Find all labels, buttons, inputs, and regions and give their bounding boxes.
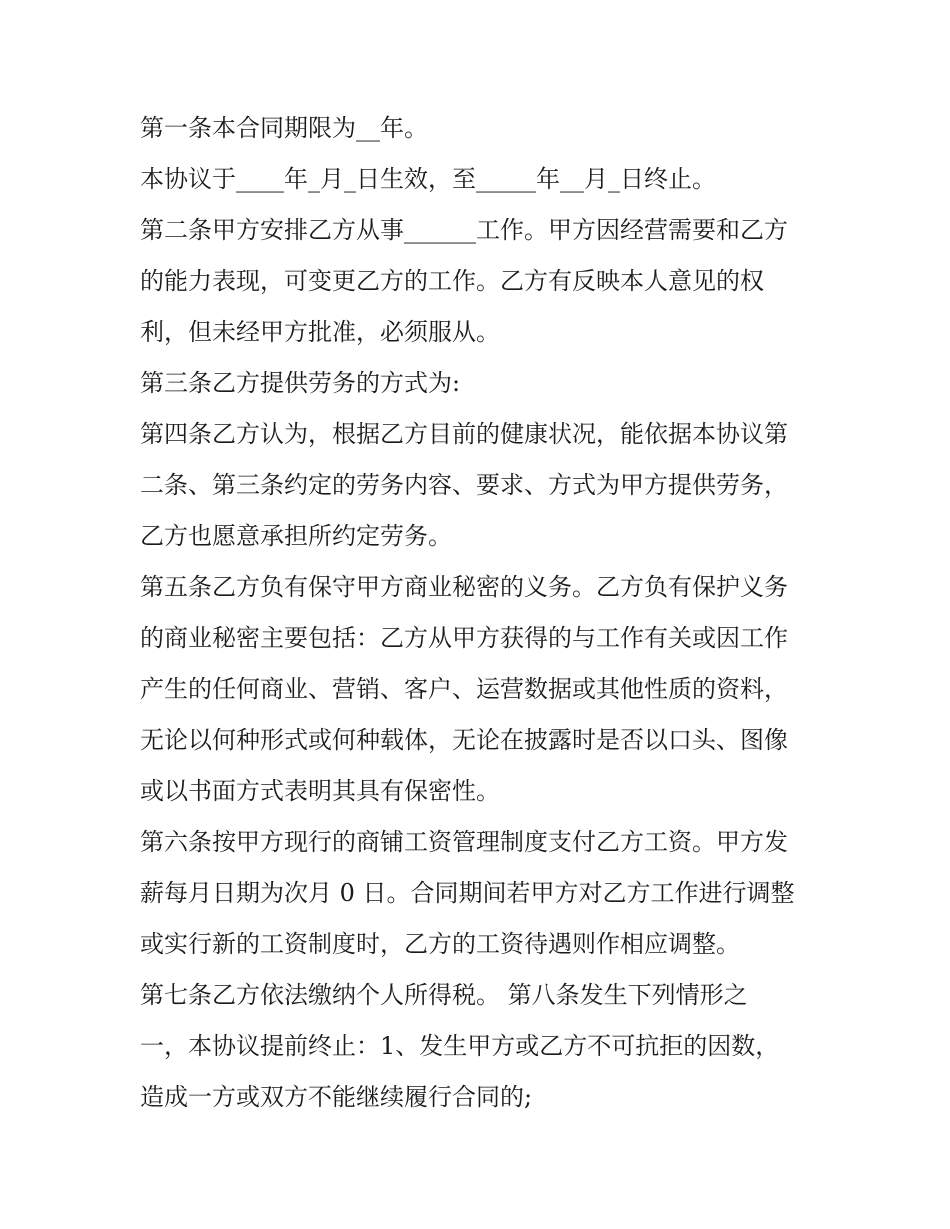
text-line-18: 第七条乙方依法缴纳个人所得税。 第八条发生下列情形之 [140, 981, 748, 1009]
text-line-4: 的能力表现，可变更乙方的工作。乙方有反映本人意见的权 [140, 267, 764, 295]
text-line-7: 第四条乙方认为，根据乙方目前的健康状况，能依据本协议第 [140, 420, 788, 448]
text-line-16: 薪每月日期为次月 0 日。合同期间若甲方对乙方工作进行调整 [140, 879, 795, 907]
text-line-14: 或以书面方式表明其具有保密性。 [140, 777, 500, 805]
text-line-13: 无论以何种形式或何种载体，无论在披露时是否以口头、图像 [140, 726, 788, 754]
text-line-6: 第三条乙方提供劳务的方式为: [140, 369, 461, 397]
text-line-15: 第六条按甲方现行的商铺工资管理制度支付乙方工资。甲方发 [140, 828, 788, 856]
text-line-8: 二条、第三条约定的劳务内容、要求、方式为甲方提供劳务， [140, 471, 788, 499]
text-line-2: 本协议于____年_月_日生效，至_____年__月_日终止。 [140, 165, 716, 193]
text-line-5: 利，但未经甲方批准，必须服从。 [140, 318, 500, 346]
text-line-17: 或实行新的工资制度时，乙方的工资待遇则作相应调整。 [140, 930, 740, 958]
text-line-20: 造成一方或双方不能继续履行合同的; [140, 1083, 533, 1111]
text-line-1: 第一条本合同期限为__年。 [140, 114, 428, 142]
document-body [140, 103, 820, 1123]
text-line-11: 的商业秘密主要包括：乙方从甲方获得的与工作有关或因工作 [140, 624, 788, 652]
text-line-19: 一，本协议提前终止：1、发生甲方或乙方不可抗拒的因数， [140, 1032, 780, 1060]
text-line-9: 乙方也愿意承担所约定劳务。 [140, 522, 452, 550]
text-line-10: 第五条乙方负有保守甲方商业秘密的义务。乙方负有保护义务 [140, 573, 788, 601]
text-line-3: 第二条甲方安排乙方从事______工作。甲方因经营需要和乙方 [140, 216, 788, 244]
text-line-12: 产生的任何商业、营销、客户、运营数据或其他性质的资料， [140, 675, 788, 703]
